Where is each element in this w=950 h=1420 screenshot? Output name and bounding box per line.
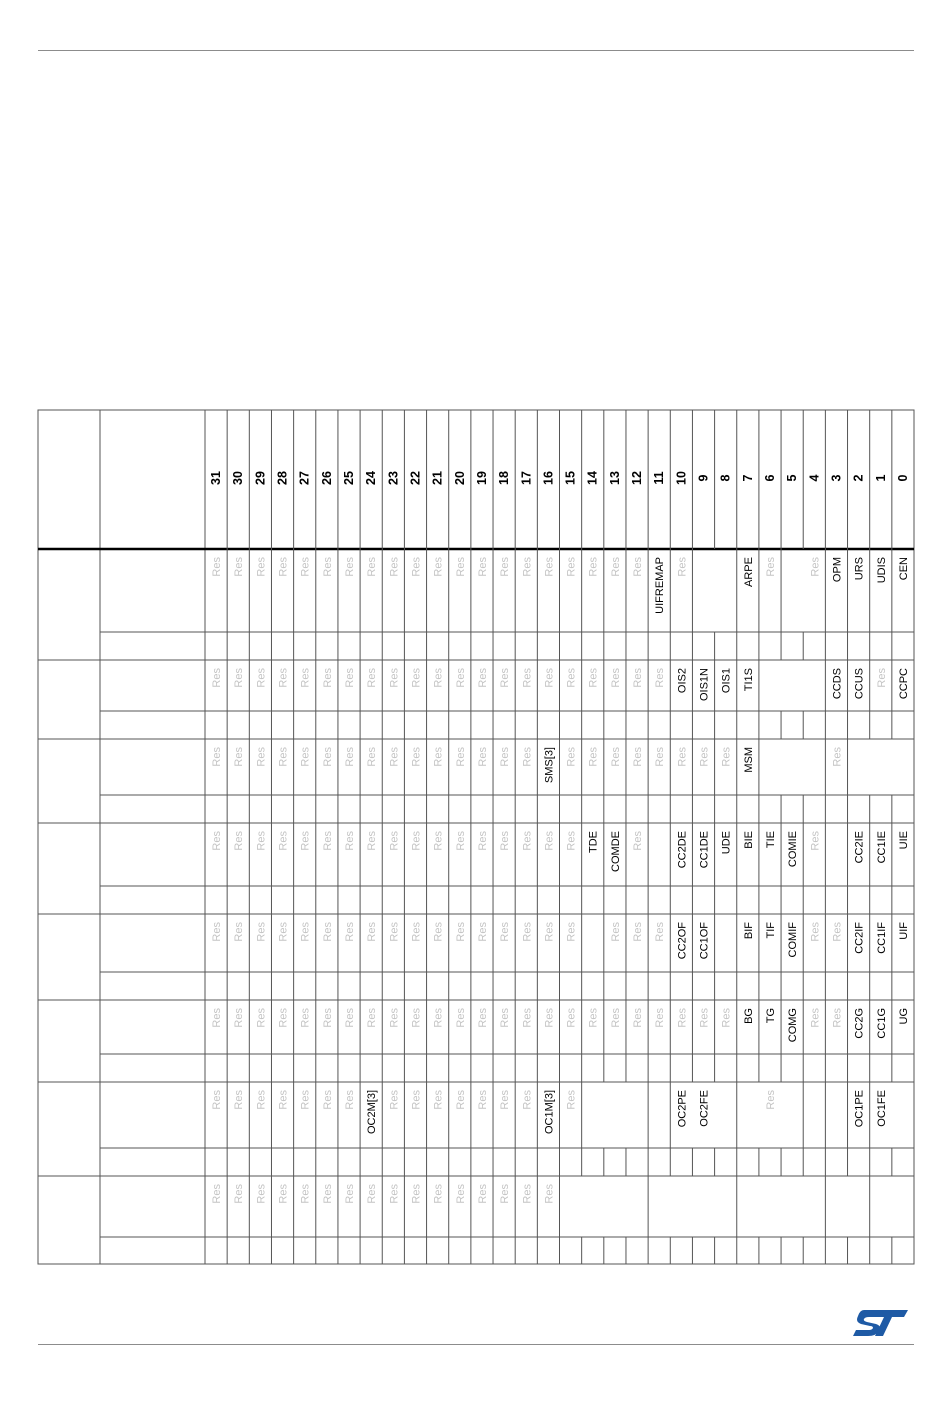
reserved-bit-label: Res (388, 1008, 401, 1028)
reserved-bit-label: Res (454, 747, 467, 767)
bit-number-label: 4 (807, 474, 822, 482)
field-bit-label: OIS2 (676, 668, 689, 694)
reserved-bit-label: Res (233, 1090, 246, 1110)
bit-number-label: 3 (829, 474, 844, 482)
reserved-bit-label: Res (764, 1090, 777, 1110)
reserved-bit-label: Res (211, 1184, 224, 1204)
field-bit-label: CC2IF (853, 922, 866, 954)
reserved-bit-label: Res (454, 668, 467, 688)
bit-number-label: 2 (851, 474, 866, 482)
reserved-bit-label: Res (410, 668, 423, 688)
field-bit-label: OIS1N (698, 668, 711, 702)
reserved-bit-label: Res (410, 1090, 423, 1110)
field-bit-label: BIE (742, 831, 755, 849)
field-bit-label: COMIE (787, 831, 800, 868)
bit-number-label: 27 (297, 471, 312, 485)
reserved-bit-label: Res (255, 831, 268, 851)
reserved-bit-label: Res (720, 1008, 733, 1028)
reserved-bit-label: Res (565, 1008, 578, 1028)
field-bit-label: COMIF (787, 922, 800, 958)
reserved-bit-label: Res (344, 922, 357, 942)
field-bit-label: OIS1 (720, 668, 733, 694)
reserved-bit-label: Res (432, 831, 445, 851)
reserved-bit-label: Res (609, 1008, 622, 1028)
reserved-bit-label: Res (277, 1090, 290, 1110)
reserved-bit-label: Res (432, 1008, 445, 1028)
bit-number-label: 9 (696, 474, 711, 482)
reserved-bit-label: Res (521, 747, 534, 767)
reserved-bit-label: Res (233, 747, 246, 767)
reserved-bit-label: Res (410, 1184, 423, 1204)
reserved-bit-label: Res (499, 922, 512, 942)
reserved-bit-label: Res (211, 557, 224, 577)
reserved-bit-label: Res (476, 747, 489, 767)
field-bit-label: OC2PE (676, 1090, 689, 1128)
bit-number-label: 7 (740, 474, 755, 482)
reserved-bit-label: Res (521, 1008, 534, 1028)
reserved-bit-label: Res (366, 1184, 379, 1204)
reserved-bit-label: Res (255, 1008, 268, 1028)
field-bit-label: COMDE (609, 831, 622, 872)
reserved-bit-label: Res (654, 747, 667, 767)
reserved-bit-label: Res (499, 1090, 512, 1110)
bit-number-label: 21 (430, 471, 445, 485)
reserved-bit-label: Res (454, 831, 467, 851)
reserved-bit-label: Res (831, 922, 844, 942)
field-bit-label: CEN (897, 557, 910, 581)
reserved-bit-label: Res (521, 1184, 534, 1204)
reserved-bit-label: Res (321, 831, 334, 851)
field-bit-label: BIF (742, 922, 755, 940)
field-bit-label: CC2IE (853, 831, 866, 864)
field-bit-label: TIF (764, 922, 777, 939)
reserved-bit-label: Res (676, 747, 689, 767)
reserved-bit-label: Res (233, 922, 246, 942)
reserved-bit-label: Res (388, 557, 401, 577)
bit-number-label: 15 (563, 471, 578, 485)
reserved-bit-label: Res (454, 922, 467, 942)
reserved-bit-label: Res (632, 831, 645, 851)
reserved-bit-label: Res (543, 922, 556, 942)
bit-number-label: 6 (762, 474, 777, 482)
reserved-bit-label: Res (499, 668, 512, 688)
reserved-bit-label: Res (543, 1008, 556, 1028)
reserved-bit-label: Res (211, 668, 224, 688)
reserved-bit-label: Res (720, 747, 733, 767)
reserved-bit-label: Res (632, 922, 645, 942)
reserved-bit-label: Res (698, 1008, 711, 1028)
bit-number-label: 24 (364, 471, 379, 485)
bit-number-label: 0 (895, 474, 910, 482)
field-bit-label: URS (853, 557, 866, 581)
reserved-bit-label: Res (277, 831, 290, 851)
field-bit-label: UDE (720, 831, 733, 855)
register-row-ccmr1 (38, 1082, 914, 1176)
reserved-bit-label: Res (476, 1184, 489, 1204)
reserved-bit-label: Res (255, 668, 268, 688)
bit-number-label: 14 (585, 471, 600, 485)
reserved-bit-label: Res (321, 668, 334, 688)
register-row-sr (38, 914, 914, 1000)
reserved-bit-label: Res (321, 922, 334, 942)
reserved-bit-label: Res (233, 1184, 246, 1204)
register-row-cr2 (38, 660, 914, 739)
reserved-bit-label: Res (565, 1090, 578, 1110)
field-bit-label: CC1DE (698, 831, 711, 869)
field-bit-label: CCDS (831, 668, 844, 700)
reserved-bit-label: Res (366, 922, 379, 942)
reserved-bit-label: Res (277, 747, 290, 767)
reserved-bit-label: Res (543, 557, 556, 577)
reserved-bit-label: Res (321, 1090, 334, 1110)
reserved-bit-label: Res (299, 831, 312, 851)
reserved-bit-label: Res (543, 1184, 556, 1204)
bit-number-label: 10 (674, 471, 689, 485)
reserved-bit-label: Res (344, 1090, 357, 1110)
reserved-bit-label: Res (233, 557, 246, 577)
reserved-bit-label: Res (277, 1184, 290, 1204)
field-bit-label: CC1OF (698, 922, 711, 960)
bit-number-label: 22 (408, 471, 423, 485)
field-bit-label: UDIS (875, 557, 888, 584)
reserved-bit-label: Res (454, 1090, 467, 1110)
field-bit-label: CC1G (875, 1008, 888, 1039)
reserved-bit-label: Res (366, 1008, 379, 1028)
field-bit-label: COMG (787, 1008, 800, 1043)
reserved-bit-label: Res (366, 747, 379, 767)
reserved-bit-label: Res (344, 831, 357, 851)
bit-number-label: 25 (342, 471, 357, 485)
reserved-bit-label: Res (255, 1184, 268, 1204)
reserved-bit-label: Res (476, 557, 489, 577)
reserved-bit-label: Res (410, 557, 423, 577)
reserved-bit-label: Res (565, 747, 578, 767)
reserved-bit-label: Res (233, 1008, 246, 1028)
reserved-bit-label: Res (277, 922, 290, 942)
reserved-bit-label: Res (388, 831, 401, 851)
reserved-bit-label: Res (632, 668, 645, 688)
reserved-bit-label: Res (211, 747, 224, 767)
reserved-bit-label: Res (410, 922, 423, 942)
reserved-bit-label: Res (321, 557, 334, 577)
reserved-bit-label: Res (432, 668, 445, 688)
bit-number-label: 1 (873, 474, 888, 482)
bit-number-label: 28 (275, 471, 290, 485)
reserved-bit-label: Res (299, 1008, 312, 1028)
reserved-bit-label: Res (676, 557, 689, 577)
field-bit-label: BG (742, 1008, 755, 1024)
reserved-bit-label: Res (277, 1008, 290, 1028)
bit-number-label: 19 (474, 471, 489, 485)
reserved-bit-label: Res (233, 831, 246, 851)
reserved-bit-label: Res (211, 922, 224, 942)
reserved-bit-label: Res (521, 922, 534, 942)
field-bit-label: UIF (897, 922, 910, 940)
reserved-bit-label: Res (565, 922, 578, 942)
field-bit-label: UG (897, 1008, 910, 1025)
bit-number-label: 18 (497, 471, 512, 485)
reserved-bit-label: Res (211, 1090, 224, 1110)
bit-number-label: 17 (519, 471, 534, 485)
reserved-bit-label: Res (255, 922, 268, 942)
field-bit-label: MSM (742, 747, 755, 773)
reserved-bit-label: Res (654, 668, 667, 688)
reserved-bit-label: Res (299, 1090, 312, 1110)
reserved-bit-label: Res (344, 1184, 357, 1204)
bit-number-label: 11 (652, 471, 667, 485)
register-row-cr1 (100, 549, 914, 660)
reserved-bit-label: Res (255, 1090, 268, 1110)
reserved-bit-label: Res (809, 1008, 822, 1028)
reserved-bit-label: Res (299, 747, 312, 767)
reserved-bit-label: Res (632, 1008, 645, 1028)
reserved-bit-label: Res (521, 831, 534, 851)
reserved-bit-label: Res (654, 922, 667, 942)
reserved-bit-label: Res (211, 1008, 224, 1028)
bit-number-label: 20 (452, 471, 467, 485)
reserved-bit-label: Res (299, 668, 312, 688)
reserved-bit-label: Res (211, 831, 224, 851)
reserved-bit-label: Res (476, 1008, 489, 1028)
field-bit-label: CC2DE (676, 831, 689, 869)
reserved-bit-label: Res (432, 922, 445, 942)
reserved-bit-label: Res (299, 557, 312, 577)
field-bit-label: ARPE (742, 557, 755, 587)
field-bit-label: OC1PE (853, 1090, 866, 1128)
reserved-bit-label: Res (809, 557, 822, 577)
reserved-bit-label: Res (632, 557, 645, 577)
bit-number-label: 5 (785, 474, 800, 482)
field-bit-label: TDE (587, 831, 600, 853)
reserved-bit-label: Res (344, 1008, 357, 1028)
reserved-bit-label: Res (454, 557, 467, 577)
register-row-egr (38, 1000, 914, 1082)
reserved-bit-label: Res (609, 557, 622, 577)
reserved-bit-label: Res (366, 557, 379, 577)
field-bit-label: SMS[3] (543, 747, 556, 784)
bit-number-label: 29 (253, 471, 268, 485)
bit-number-label: 26 (319, 471, 334, 485)
reserved-bit-label: Res (366, 668, 379, 688)
reserved-bit-label: Res (388, 922, 401, 942)
reserved-bit-label: Res (499, 1008, 512, 1028)
bit-number-label: 30 (231, 471, 246, 485)
reserved-bit-label: Res (432, 747, 445, 767)
reserved-bit-label: Res (521, 668, 534, 688)
field-bit-label: UIFREMAP (654, 557, 667, 614)
reserved-bit-label: Res (587, 557, 600, 577)
register-row-ccmr1-input (38, 1176, 914, 1264)
reserved-bit-label: Res (388, 1184, 401, 1204)
field-bit-label: CCUS (853, 668, 866, 700)
reserved-bit-label: Res (764, 557, 777, 577)
field-bit-label: TG (764, 1008, 777, 1024)
reserved-bit-label: Res (609, 668, 622, 688)
reserved-bit-label: Res (587, 1008, 600, 1028)
reserved-bit-label: Res (255, 747, 268, 767)
reserved-bit-label: Res (432, 1090, 445, 1110)
reserved-bit-label: Res (454, 1184, 467, 1204)
reserved-bit-label: Res (831, 747, 844, 767)
reserved-bit-label: Res (476, 1090, 489, 1110)
reserved-bit-label: Res (565, 668, 578, 688)
reserved-bit-label: Res (277, 557, 290, 577)
st-logo (852, 1306, 910, 1340)
reserved-bit-label: Res (321, 747, 334, 767)
field-bit-label: TI1S (742, 668, 755, 692)
reserved-bit-label: Res (476, 668, 489, 688)
reserved-bit-label: Res (565, 557, 578, 577)
field-bit-label: OC1M[3] (543, 1090, 556, 1135)
reserved-bit-label: Res (432, 557, 445, 577)
bit-number-label: 8 (718, 474, 733, 482)
field-bit-label: CC1IE (875, 831, 888, 864)
reserved-bit-label: Res (388, 1090, 401, 1110)
reserved-bit-label: Res (476, 831, 489, 851)
field-bit-label: CC2G (853, 1008, 866, 1039)
reserved-bit-label: Res (543, 668, 556, 688)
reserved-bit-label: Res (543, 831, 556, 851)
reserved-bit-label: Res (476, 922, 489, 942)
footer-rule (38, 1344, 914, 1345)
field-bit-label: CC2OF (676, 922, 689, 960)
reserved-bit-label: Res (654, 1008, 667, 1028)
reserved-bit-label: Res (499, 747, 512, 767)
register-row-dier (38, 823, 914, 914)
reserved-bit-label: Res (587, 668, 600, 688)
field-bit-label: OC2FE (698, 1090, 711, 1127)
reserved-bit-label: Res (809, 831, 822, 851)
bit-number-label: 12 (630, 471, 645, 485)
reserved-bit-label: Res (366, 831, 379, 851)
field-bit-label: TIE (764, 831, 777, 849)
bit-number-label: 23 (386, 471, 401, 485)
reserved-bit-label: Res (676, 1008, 689, 1028)
reserved-bit-label: Res (809, 922, 822, 942)
reserved-bit-label: Res (344, 668, 357, 688)
reserved-bit-label: Res (587, 747, 600, 767)
reserved-bit-label: Res (609, 747, 622, 767)
reserved-bit-label: Res (609, 922, 622, 942)
reserved-bit-label: Res (410, 1008, 423, 1028)
field-bit-label: OPM (831, 557, 844, 583)
reserved-bit-label: Res (277, 668, 290, 688)
reserved-bit-label: Res (521, 1090, 534, 1110)
reserved-bit-label: Res (388, 747, 401, 767)
reserved-bit-label: Res (565, 831, 578, 851)
reserved-bit-label: Res (299, 1184, 312, 1204)
reserved-bit-label: Res (344, 747, 357, 767)
reserved-bit-label: Res (321, 1008, 334, 1028)
reserved-bit-label: Res (344, 557, 357, 577)
reserved-bit-label: Res (299, 922, 312, 942)
reserved-bit-label: Res (875, 668, 888, 688)
register-row-smcr (38, 739, 914, 823)
reserved-bit-label: Res (698, 747, 711, 767)
field-bit-label: CCPC (897, 668, 910, 700)
field-bit-label: OC2M[3] (366, 1090, 379, 1135)
reserved-bit-label: Res (521, 557, 534, 577)
bit-number-label: 16 (541, 471, 556, 485)
field-bit-label: UIE (897, 831, 910, 850)
reserved-bit-label: Res (233, 668, 246, 688)
field-bit-label: CC1IF (875, 922, 888, 954)
reserved-bit-label: Res (410, 747, 423, 767)
field-bit-label: OC1FE (875, 1090, 888, 1127)
reserved-bit-label: Res (499, 557, 512, 577)
reserved-bit-label: Res (321, 1184, 334, 1204)
reserved-bit-label: Res (831, 1008, 844, 1028)
reserved-bit-label: Res (410, 831, 423, 851)
bit-number-label: 31 (209, 471, 224, 485)
reserved-bit-label: Res (499, 1184, 512, 1204)
reserved-bit-label: Res (499, 831, 512, 851)
reserved-bit-label: Res (432, 1184, 445, 1204)
bit-number-label: 13 (607, 471, 622, 485)
reserved-bit-label: Res (388, 668, 401, 688)
reserved-bit-label: Res (632, 747, 645, 767)
reserved-bit-label: Res (454, 1008, 467, 1028)
reserved-bit-label: Res (255, 557, 268, 577)
